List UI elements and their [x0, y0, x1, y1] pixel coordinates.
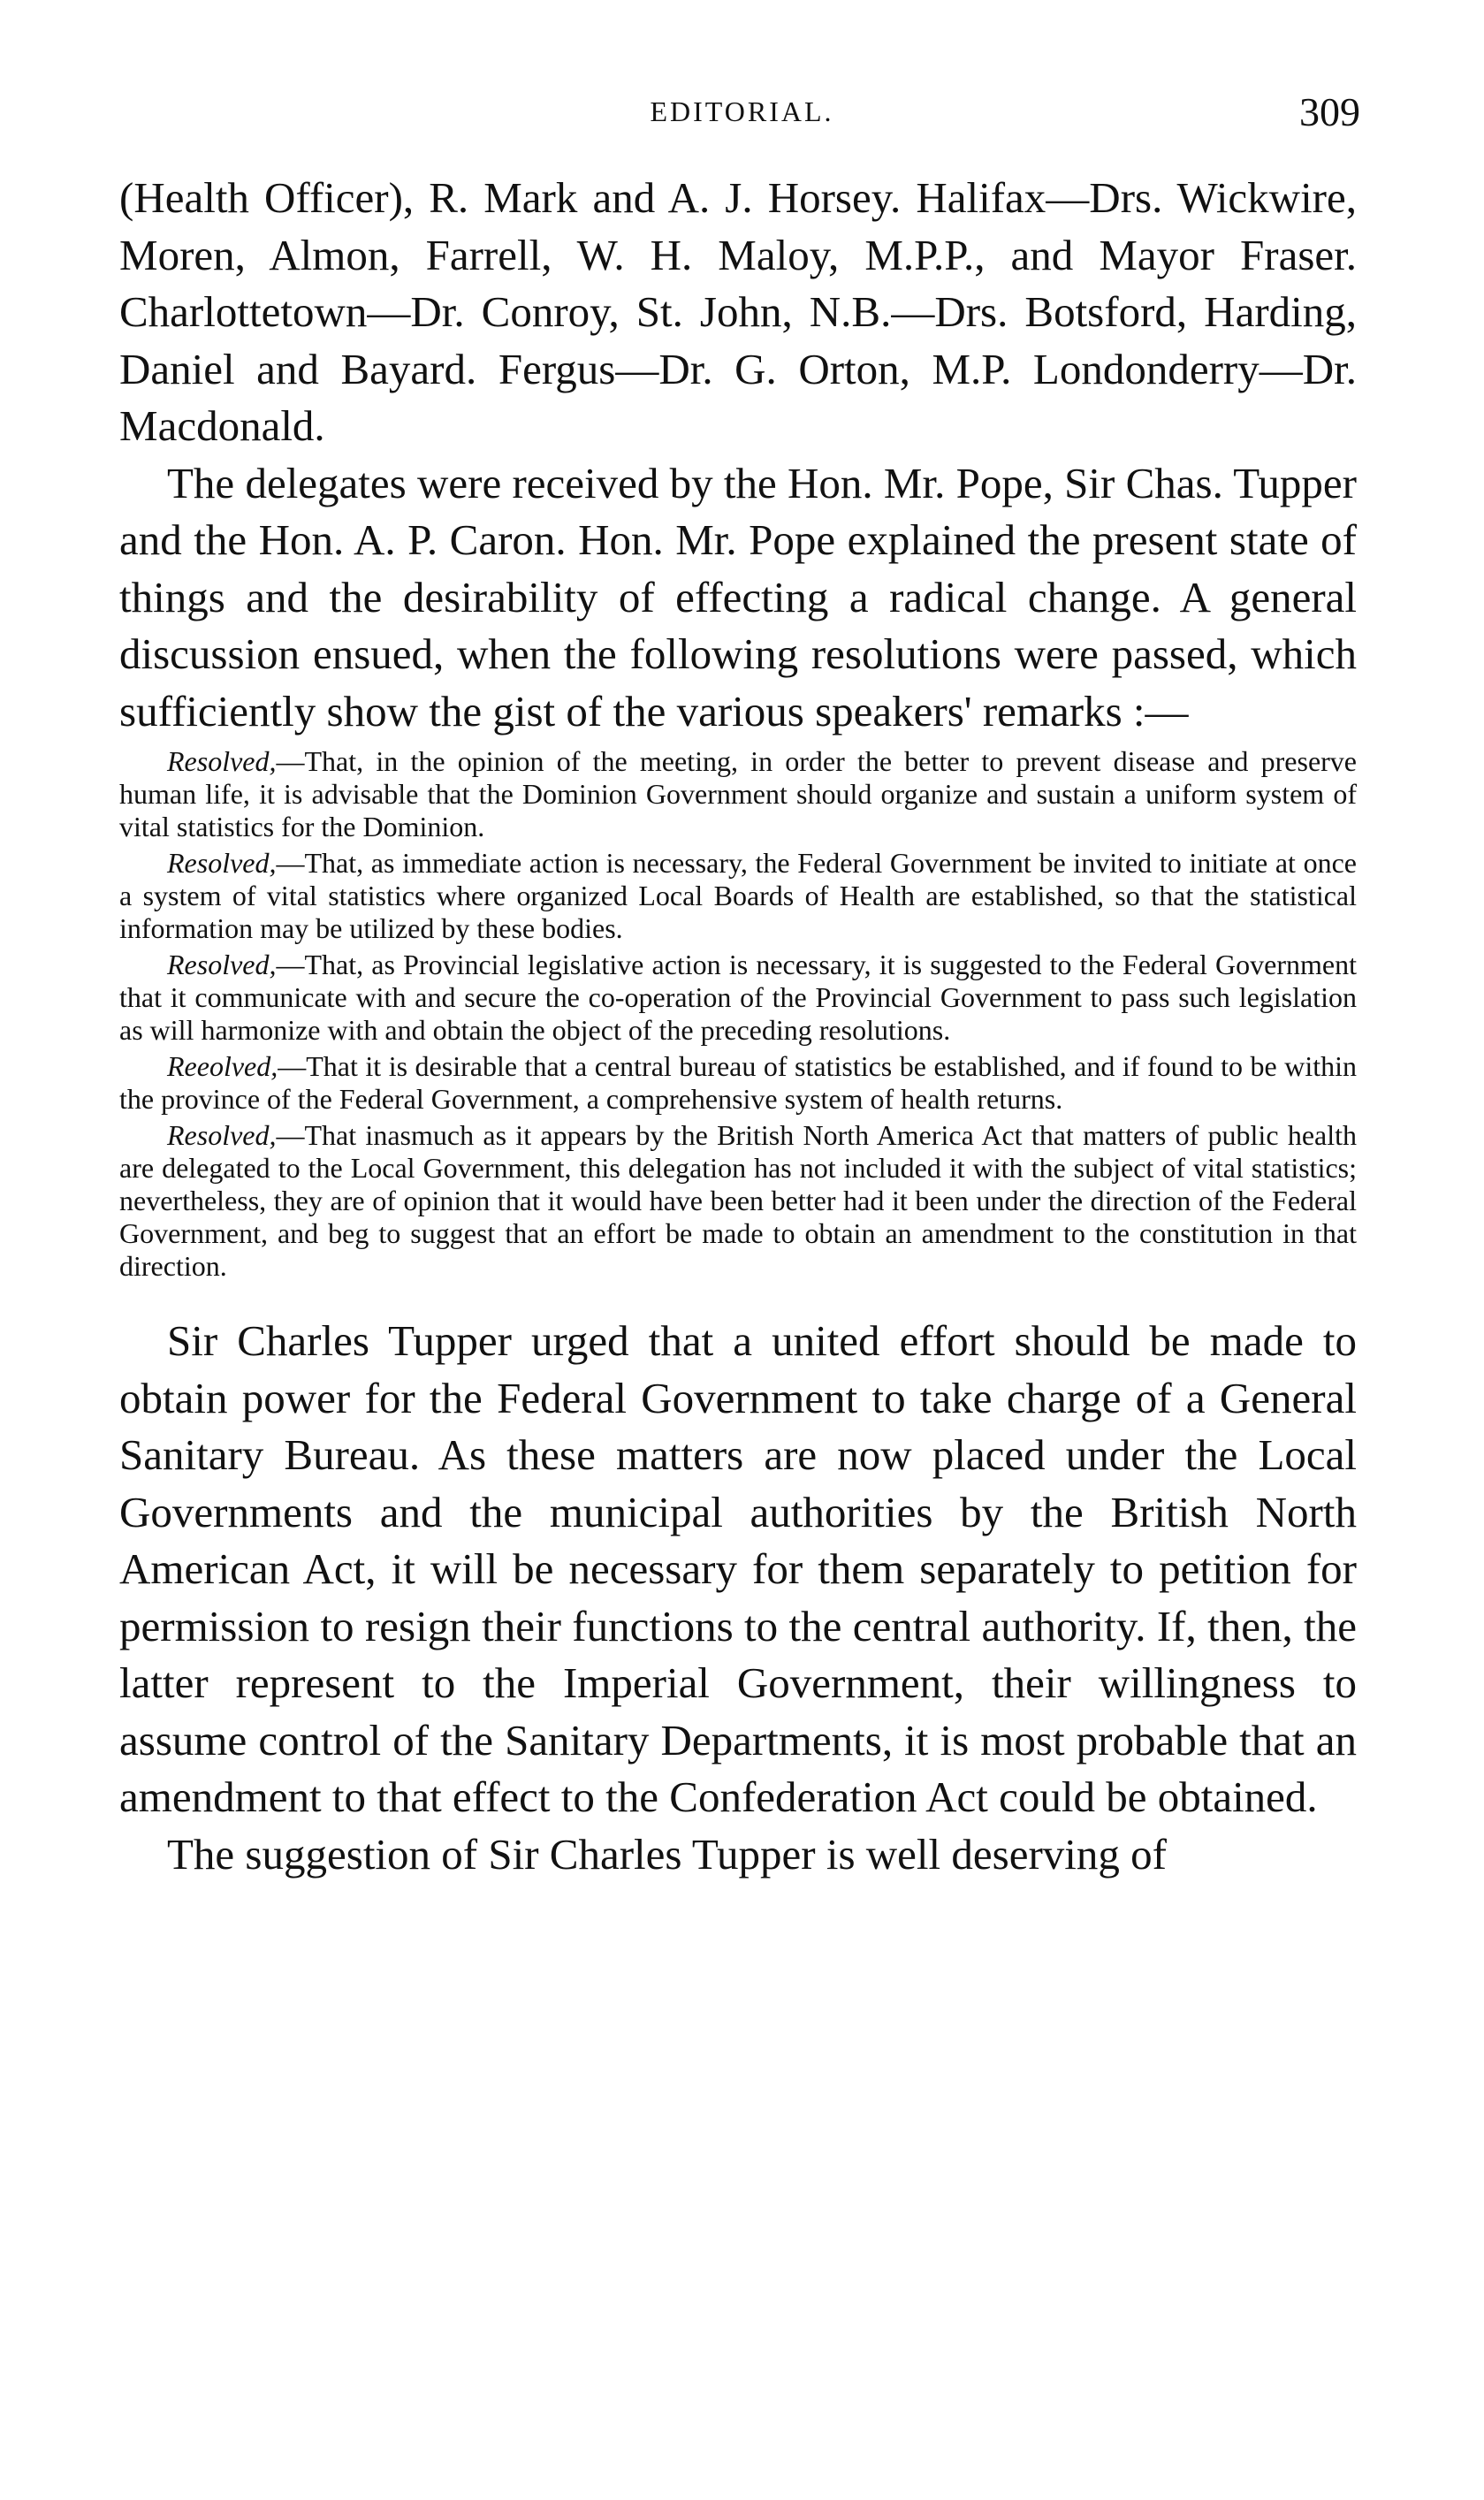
resolution-item	[119, 847, 1357, 945]
resolution-lead: Resolved,	[167, 1119, 277, 1151]
resolutions-block	[119, 745, 1357, 1283]
resolution-lead: Reeolved,	[167, 1050, 278, 1082]
page-number: 309	[1299, 89, 1360, 134]
paragraph-delegates-received: The delegates were received by the Hon. Mr. Pope, Sir Chas. Tupper and the Hon. A. P. Caron. Hon. Mr. Pope explained the present state of things and the desirability of effecting a radical change. A general discussion ensued, when the following resolutions were passed, which sufficiently show the gist of the various speakers' remarks :—	[119, 458, 1357, 736]
paragraph-suggestion: The suggestion of Sir Charles Tupper is well deserving of	[167, 1829, 1167, 1879]
running-title: EDITORIAL.	[650, 95, 834, 127]
resolution-item	[119, 1119, 1357, 1283]
resolution-item	[119, 745, 1357, 843]
resolution-lead: Resolved,	[167, 847, 277, 879]
resolution-lead: Resolved,	[167, 745, 277, 777]
resolution-lead: Resolved,	[167, 949, 277, 980]
resolution-text: —That inasmuch as it appears by the British North America Act that matters of public health are delegated to the Local Government, this delegation has not included it with the subject of vital statistics; nevertheless, they are of opinion that it would have been better had it been under the direction of the Federal Government, and beg to suggest that an effort be made to obtain an amendment to the constitution in that direction.	[119, 1119, 1357, 1282]
resolution-text: —That, as immediate action is necessary, the Federal Government be invited to initiate at once a system of vital statistics where organized Local Boards of Health are established, so that the statistical information may be utilized by these bodies.	[119, 847, 1357, 944]
paragraph-tupper-urged: Sir Charles Tupper urged that a united effort should be made to obtain power for the Federal Government to take charge of a General Sanitary Bureau. As these matters are now placed under the Local Governments and the municipal authorities by the British North American Act, it will be necessary for them separately to petition for permission to resign their functions to the central authority. If, then, the latter represent to the Imperial Government, their willingness to assume control of the Sanitary Departments, it is most probable that an amendment to that effect to the Confederation Act could be obtained.	[119, 1316, 1357, 1821]
running-head	[0, 88, 1484, 141]
resolution-item	[119, 949, 1357, 1047]
resolution-text: —That, as Provincial legislative action is necessary, it is suggested to the Federal Government that it communicate with and secure the co-operation of the Provincial Government to pass such legislation as will harmonize with and obtain the object of the preceding resolutions.	[119, 949, 1357, 1046]
resolution-item	[119, 1050, 1357, 1116]
resolution-text: —That it is desirable that a central bureau of statistics be established, and if found to be within the province of the Federal Government, a comprehensive system of health returns.	[119, 1050, 1357, 1115]
paragraph-delegates-list: (Health Officer), R. Mark and A. J. Horsey. Halifax—Drs. Wickwire, Moren, Almon, Farrell, W. H. Maloy, M.P.P., and Mayor Fraser. Charlottetown—Dr. Conroy, St. John, N.B.—Drs. Botsford, Harding, Daniel and Bayard. Fergus—Dr. G. Orton, M.P. Londonderry—Dr. Macdonald.	[119, 173, 1357, 450]
resolution-text: —That, in the opinion of the meeting, in order the better to prevent disease and preserve human life, it is advisable that the Dominion Government should organize and sustain a uniform system of vital statistics for the Dominion.	[119, 745, 1357, 842]
body-text	[119, 170, 1357, 1883]
